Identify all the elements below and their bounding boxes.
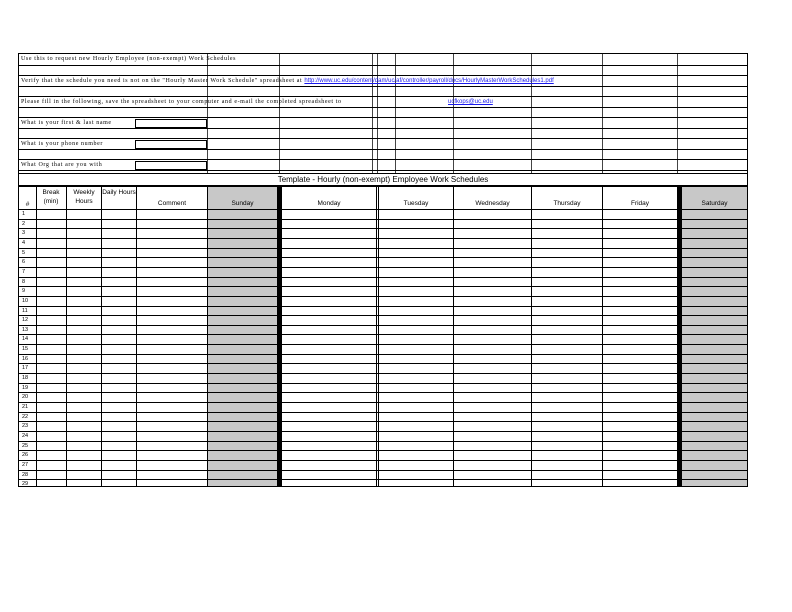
instruction-block: [18, 53, 748, 174]
row-divider: [19, 257, 747, 258]
row-divider: [19, 421, 747, 422]
verify-text: Verify that the schedule you need is not on the "Hourly Master Work Schedule" spreadsheet at: [21, 78, 303, 84]
row-number: 6: [22, 259, 26, 266]
row-divider: [19, 479, 747, 480]
header-weekly: Weekly Hours: [73, 189, 95, 205]
blank-row: [19, 107, 747, 117]
row-number: 16: [22, 355, 29, 362]
row-number: 26: [22, 452, 29, 459]
row-divider: [19, 441, 747, 442]
row-number: 4: [22, 239, 26, 246]
name-label: What is your first & last name: [21, 120, 112, 126]
instruction-row-1: [19, 54, 747, 65]
master-schedule-link[interactable]: http://www.uc.edu/content/dam/uc/af/controller/payroll/docs/HourlyMasterWorkSchedules1.pdf: [304, 78, 554, 84]
row-number: 5: [22, 249, 26, 256]
instruction-text-2: [21, 77, 554, 85]
row-divider: [19, 402, 747, 403]
header-break: Break (min): [42, 189, 60, 205]
header-wednesday: Wednesday: [475, 200, 510, 207]
row-number: 27: [22, 461, 29, 468]
row-divider: [19, 286, 747, 287]
phone-row: [19, 138, 747, 149]
header-thursday: Thursday: [553, 200, 581, 207]
header-tuesday: Tuesday: [403, 200, 429, 207]
row-number: 21: [22, 404, 29, 410]
row-divider: [19, 219, 747, 220]
row-number: 12: [22, 317, 29, 324]
row-number: 24: [22, 432, 29, 439]
row-number: 3: [22, 230, 26, 237]
row-divider: [19, 334, 747, 335]
row-number: 10: [22, 297, 29, 304]
row-number: 28: [22, 471, 29, 478]
row-divider: [19, 392, 747, 393]
instruction-row-2: [19, 75, 747, 86]
row-divider: [19, 470, 747, 471]
row-divider: [19, 450, 747, 451]
row-divider: [19, 248, 747, 249]
row-divider: [19, 306, 747, 307]
instruction-text-3: Please fill in the following, save the spreadsheet to your computer and e-mail the completed spreadsheet to: [21, 99, 342, 105]
row-divider: [19, 373, 747, 374]
instruction-row-3: [19, 96, 747, 107]
header-daily: Daily Hours: [102, 189, 136, 196]
row-number: 1: [22, 211, 26, 217]
name-row: [19, 117, 747, 128]
row-divider: [19, 412, 747, 413]
blank-row: [19, 86, 747, 96]
header-sunday: Sunday: [231, 200, 254, 207]
row-number: 9: [22, 288, 26, 295]
row-divider: [19, 431, 747, 432]
header-num: #: [25, 201, 30, 208]
header-comment: Comment: [157, 200, 187, 207]
phone-label: What is your phone number: [21, 141, 103, 147]
row-divider: [19, 267, 747, 268]
row-number: 18: [22, 375, 29, 382]
row-divider: [19, 354, 747, 355]
row-number: 17: [22, 365, 29, 372]
row-number: 23: [22, 423, 29, 430]
instruction-text-1: Use this to request new Hourly Employee (non-exempt) Work Schedules: [21, 56, 237, 62]
org-label: What Org that are you with: [21, 162, 103, 168]
row-divider: [19, 460, 747, 461]
spreadsheet: [18, 53, 748, 488]
row-divider: [19, 344, 747, 345]
row-number: 2: [22, 220, 26, 227]
header-monday: Monday: [317, 200, 341, 207]
row-number: 13: [22, 326, 29, 333]
row-divider: [19, 315, 747, 316]
row-divider: [19, 296, 747, 297]
row-number: 20: [22, 394, 29, 401]
template-title: Template - Hourly (non-exempt) Employee Work Schedules: [18, 173, 748, 186]
name-input[interactable]: [135, 119, 207, 128]
row-number: 22: [22, 413, 29, 420]
blank-row: [19, 65, 747, 75]
row-number: 7: [22, 268, 26, 275]
blank-row: [19, 128, 747, 138]
blank-row: [19, 149, 747, 159]
email-link[interactable]: ucfkops@uc.edu: [448, 99, 493, 105]
header-saturday: Saturday: [701, 200, 728, 207]
row-divider: [19, 383, 747, 384]
row-number: 25: [22, 442, 29, 449]
row-divider: [19, 228, 747, 229]
row-divider: [19, 325, 747, 326]
schedule-grid: [18, 186, 748, 487]
row-number: 11: [22, 307, 28, 314]
org-input[interactable]: [135, 161, 207, 170]
row-number: 29: [22, 481, 29, 488]
phone-input[interactable]: [135, 140, 207, 149]
row-divider: [19, 363, 747, 364]
org-row: [19, 159, 747, 170]
row-divider: [19, 238, 747, 239]
header-divider: [19, 209, 747, 210]
row-divider: [19, 277, 747, 278]
header-friday: Friday: [630, 200, 650, 207]
row-number: 8: [22, 278, 26, 285]
row-number: 15: [22, 346, 29, 353]
row-number: 19: [22, 384, 29, 391]
row-number: 14: [22, 336, 29, 343]
